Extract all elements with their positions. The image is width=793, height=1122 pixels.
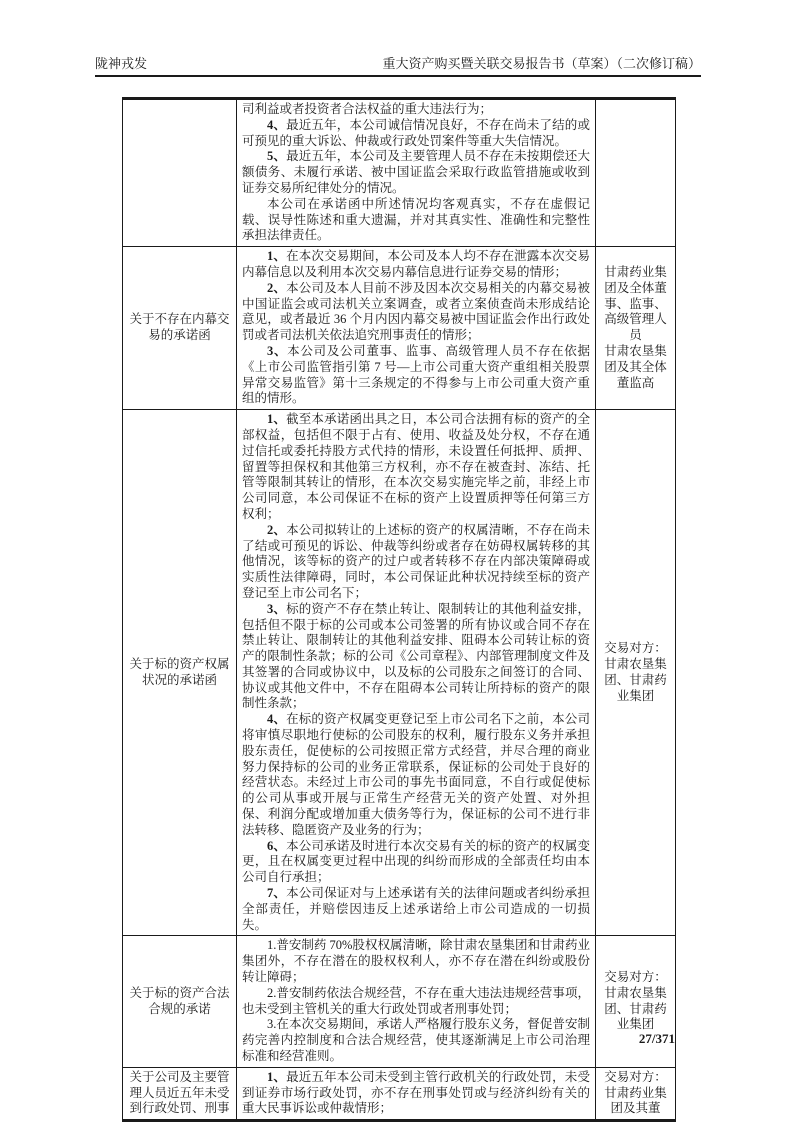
commitment-paragraph: 6、本公司承诺及时进行本次交易有关的标的资产的权属变更，且在权属变更过程中出现的纠纷而形成的全部责任均由本公司自行承担； [242, 838, 590, 885]
counterparty-cell [596, 1067, 676, 1120]
counterparty-name: 交易对方： [604, 970, 667, 985]
counterparty-name: 甘肃药业集团及其董 [604, 1085, 667, 1116]
commitment-label: 关于标的资产权属状况的承诺函 [123, 410, 237, 936]
commitment-paragraph: 4、最近五年，本公司诚信情况良好，不存在尚未了结的或可预见的重大诉讼、仲裁或行政处罚案件等重大失信情况。 [242, 117, 590, 148]
commitment-paragraph: 1、截至本承诺函出具之日，本公司合法拥有标的资产的全部权益，包括但不限于占有、使用、收益及处分权，不存在通过信托或委托持股方式代持的情形，未设置任何抵押、质押、留置等担保权和其他第三方权利，亦不存在被查封、冻结、托管等限制其转让的情形，在本次交易实施完毕之前，非经上市公司同意，本公司保证不在标的资产上设置质押等任何第三方权利； [242, 412, 590, 521]
item-number: 3、 [267, 343, 288, 358]
page-header [95, 55, 701, 72]
table-row [123, 936, 676, 1067]
page-number: 27/371 [638, 1031, 675, 1046]
commitment-content [237, 1067, 596, 1120]
commitment-label [123, 99, 237, 247]
commitment-label: 关于标的资产合法合规的承诺 [123, 936, 237, 1067]
commitment-paragraph: 3、标的资产不存在禁止转让、限制转让的其他利益安排，包括但不限于标的公司或本公司签署的所有协议或合同不存在禁止转让、限制转让的其他利益安排、阻碍本公司转让标的资产的限制性条款；标的公司《公司章程》、内部管理制度文件及其签署的合同或协议中，以及标的公司股东之间签订的合同、协议或其他文件中，不存在阻碍本公司转让所持标的资产的限制性条款； [242, 601, 590, 711]
commitment-paragraph: 2、本公司及本人目前不涉及因本次交易相关的内幕交易被中国证监会或司法机关立案调查，或者立案侦查尚未形成结论意见，或者最近 36 个月内因内幕交易被中国证监会作出行政处罚或者司法机关依法追究刑事责任的情形； [242, 280, 590, 343]
counterparty-cell [596, 936, 676, 1067]
commitment-label: 关于公司及主要管理人员近五年未受到行政处罚、刑事 [123, 1067, 237, 1120]
commitment-content [237, 99, 596, 247]
commitment-paragraph: 4、在标的资产权属变更登记至上市公司名下之前，本公司将审慎尽职地行使标的公司股东的权利，履行股东义务并承担股东责任，促使标的公司按照正常方式经营，并尽合理的商业努力保持标的公司的业务正常联系，保证标的公司处于良好的经营状态。未经过上市公司的事先书面同意，不自行或促使标的公司从事或开展与正常生产经营无关的资产处置、对外担保、利润分配或增加重大债务等行为，保证标的公司不进行非法转移、隐匿资产及业务的行为； [242, 712, 590, 837]
commitments-table [122, 97, 676, 1122]
header-divider [95, 75, 701, 77]
item-number: 5、 [267, 149, 287, 164]
commitment-paragraph: 2、本公司拟转让的上述标的资产的权属清晰，不存在尚未了结或可预见的诉讼、仲裁等纠纷或者存在妨碍权属转移的其他情况，该等标的资产的过户或者转移不存在内部决策障碍或实质性法律障碍，同时，本公司保证此种状况持续至标的资产登记至上市公司名下； [242, 522, 590, 600]
table-row [123, 410, 676, 936]
item-number: 4、 [267, 117, 287, 132]
counterparty-name: 交易对方： [604, 641, 667, 656]
commitment-paragraph: 7、本公司保证对与上述承诺有关的法律问题或者纠纷承担全部责任，并赔偿因违反上述承诺给上市公司造成的一切损失。 [242, 886, 590, 932]
counterparty-name: 甘肃农垦集团、甘肃药业集团 [604, 656, 667, 703]
commitment-paragraph: 1.普安制药 70%股权权属清晰，除甘肃农垦集团和甘肃药业集团外，不存在潜在的股权权利人，亦不存在潜在纠纷或股份转让障碍； [242, 938, 590, 985]
table-row [123, 99, 676, 247]
commitment-paragraph: 3.在本次交易期间，承诺人严格履行股东义务，督促普安制药完善内控制度和合法合规经营，使其逐渐满足上市公司治理标准和经营准则。 [242, 1017, 590, 1064]
commitment-paragraph: 1、最近五年本公司未受到主管行政机关的行政处罚，未受到证券市场行政处罚，亦不存在刑事处罚或与经济纠纷有关的重大民事诉讼或仲裁情形； [242, 1069, 590, 1116]
item-number: 1、 [267, 1069, 287, 1084]
counterparty-cell [596, 247, 676, 410]
commitment-paragraph: 2.普安制药依法合规经营，不存在重大违法违规经营事项，也未受到主管机关的重大行政处罚或者刑事处罚； [242, 985, 590, 1016]
counterparty-cell [596, 99, 676, 247]
item-number: 4、 [267, 712, 287, 727]
commitment-paragraph: 3、本公司及公司董事、监事、高级管理人员不存在依据《上市公司监管指引第 7 号—上市公司重大资产重组相关股票异常交易监管》第十三条规定的不得参与上市公司重大资产重组的情形。 [242, 343, 590, 406]
table-row [123, 1067, 676, 1120]
commitment-paragraph: 5、最近五年，本公司及主要管理人员不存在未按期偿还大额债务、未履行承诺、被中国证监会采取行政监管措施或收到证券交易所纪律处分的情况。 [242, 149, 590, 195]
table-row [123, 247, 676, 410]
item-number: 6、 [267, 838, 287, 853]
counterparty-name: 甘肃农垦集团、甘肃药业集团 [604, 985, 667, 1032]
doc-short-name: 陇神戎发 [95, 56, 148, 71]
counterparty-name: 甘肃药业集团及全体董事、监事、高级管理人员 [604, 264, 667, 343]
item-number: 2、 [267, 280, 287, 295]
commitment-content [237, 936, 596, 1067]
commitment-paragraph: 1、在本次交易期间，本公司及本人均不存在泄露本次交易内幕信息以及利用本次交易内幕信息进行证券交易的情形； [242, 249, 590, 279]
doc-title: 重大资产购买暨关联交易报告书（草案）（二次修订稿） [382, 56, 701, 71]
page-footer [122, 1031, 675, 1047]
counterparty-cell [596, 410, 676, 936]
commitment-content [237, 410, 596, 936]
counterparty-name: 甘肃农垦集团及其全体董监高 [604, 343, 667, 390]
item-number: 7、 [267, 886, 287, 901]
item-number: 1、 [267, 412, 287, 427]
commitment-paragraph: 本公司在承诺函中所述情况均客观真实，不存在虚假记载、误导性陈述和重大遗漏，并对其真实性、准确性和完整性承担法律责任。 [242, 196, 590, 243]
item-number: 3、 [267, 601, 287, 616]
commitment-paragraph: 司利益或者投资者合法权益的重大违法行为； [242, 102, 493, 116]
item-number: 2、 [267, 522, 287, 537]
commitment-content [237, 247, 596, 410]
item-number: 1、 [267, 249, 287, 264]
counterparty-name: 交易对方： [604, 1069, 667, 1084]
commitment-label: 关于不存在内幕交易的承诺函 [123, 247, 237, 410]
